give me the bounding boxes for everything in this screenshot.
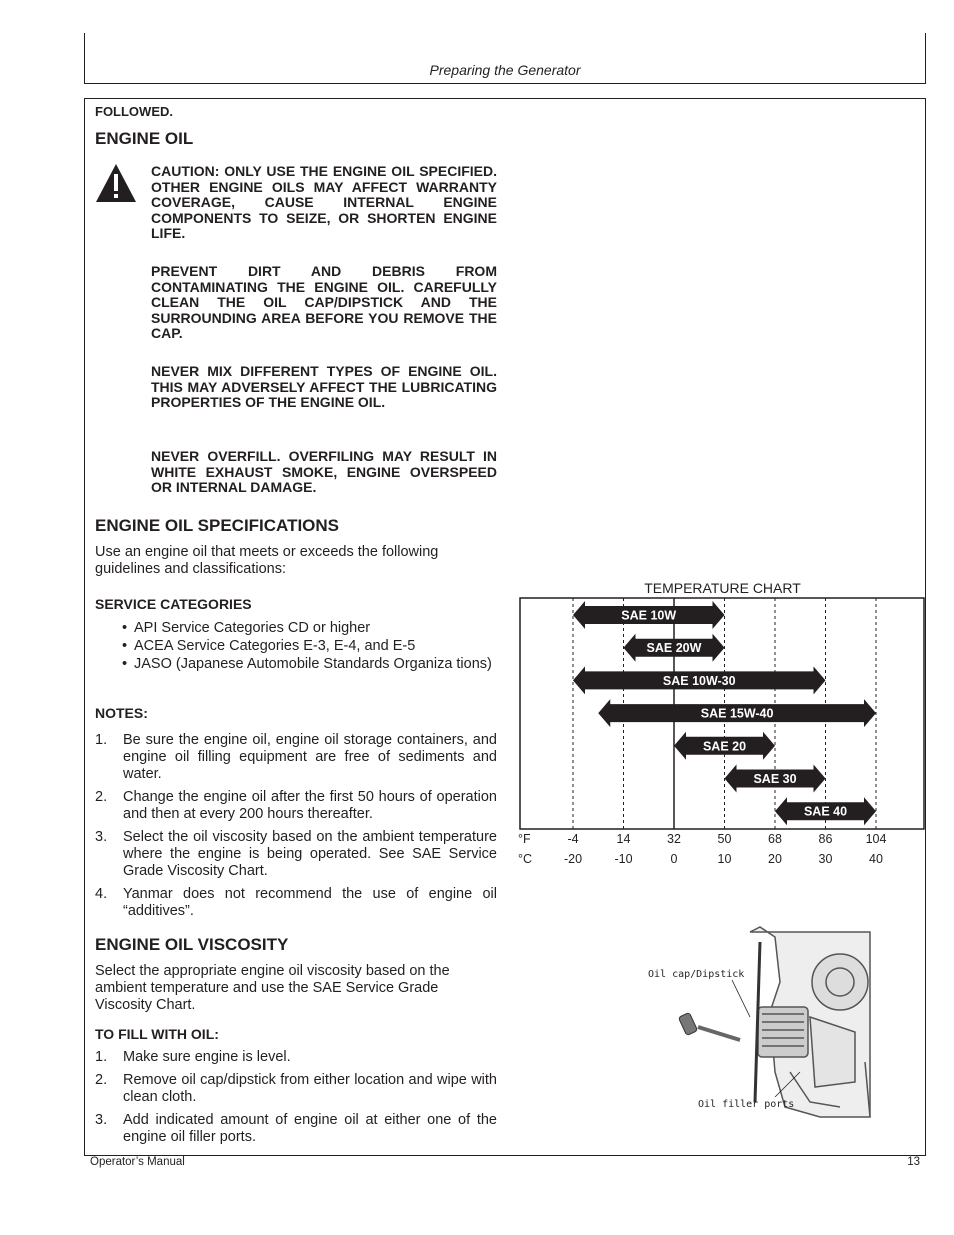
list-item <box>95 1049 497 1066</box>
list-item <box>95 886 497 920</box>
caution-text-1: CAUTION: ONLY USE THE ENGINE OIL SPECIFIED. OTHER ENGINE OILS MAY AFFECT WARRANTY COVERAGE, CAUSE INTERNAL ENGINE COMPONENTS TO SEIZE, OR SHORTEN ENGINE LIFE. <box>151 163 497 242</box>
list-number: 2. <box>95 1072 108 1088</box>
tick-label-f: 68 <box>768 832 782 846</box>
viscosity-bar-label: SAE 30 <box>753 772 797 786</box>
list-number: 1. <box>95 1049 108 1065</box>
engine-illustration <box>640 922 880 1122</box>
list-item: • API Service Categories CD or higher <box>120 620 500 637</box>
tick-label-f: -4 <box>567 832 579 846</box>
tick-label-c: 0 <box>670 852 678 866</box>
list-number: 2. <box>95 789 108 805</box>
viscosity-bar-label: SAE 10W-30 <box>662 673 736 688</box>
list-number: 3. <box>95 829 108 845</box>
unit-label-f: °F <box>518 832 531 846</box>
viscosity-bar-label: SAE 10W <box>621 608 677 623</box>
list-item: • ACEA Service Categories E-3, E-4, and E-5 <box>120 638 500 655</box>
engine-oil-heading: ENGINE OIL <box>95 129 194 148</box>
list-number: 3. <box>95 1112 108 1128</box>
service-categories-heading: SERVICE CATEGORIES <box>95 596 252 612</box>
viscosity-bar-label: SAE 20 <box>702 739 747 754</box>
specs-intro: Use an engine oil that meets or exceeds the following guidelines and classifications: <box>95 544 439 577</box>
tick-label-c: -20 <box>563 852 583 866</box>
list-text: Remove oil cap/dipstick from either location and wipe with clean cloth. <box>123 1072 497 1105</box>
footer-page-number: 13 <box>907 1156 920 1168</box>
list-item <box>95 1072 497 1106</box>
specs-heading: ENGINE OIL SPECIFICATIONS <box>95 516 340 535</box>
followed-text: FOLLOWED. <box>95 104 173 119</box>
list-item: • JASO (Japanese Automobile Standards Organiza tions) <box>120 656 500 673</box>
caution-text-2: PREVENT DIRT AND DEBRIS FROM CONTAMINATING THE ENGINE OIL. CAREFULLY CLEAN THE OIL CAP/DIPSTICK AND THE SURROUNDING AREA BEFORE YOU REMOVE THE CAP. <box>151 263 497 342</box>
caution-text-3: NEVER MIX DIFFERENT TYPES OF ENGINE OIL. THIS MAY ADVERSELY AFFECT THE LUBRICATING PROPERTIES OF THE ENGINE OIL. <box>151 363 497 411</box>
list-item <box>95 1112 497 1146</box>
unit-label-c: °C <box>518 852 533 866</box>
tick-label-f: 104 <box>865 832 887 846</box>
tick-label-c: 20 <box>768 852 782 866</box>
caution-text-4: NEVER OVERFILL. OVERFILING MAY RESULT IN WHITE EXHAUST SMOKE, ENGINE OVERSPEED OR INTERNAL DAMAGE. <box>151 448 497 496</box>
chart-title: TEMPERATURE CHART <box>644 580 801 596</box>
tick-label-f: 14 <box>616 832 631 846</box>
callout-line <box>732 980 750 1017</box>
viscosity-bar-label: SAE 20W <box>646 641 702 656</box>
list-number: 1. <box>95 732 108 748</box>
tick-label-c: 40 <box>869 852 883 866</box>
tick-label-f: 86 <box>818 832 833 846</box>
list-text: Change the engine oil after the first 50 hours of operation and then at every 200 hours thereafter. <box>123 789 497 822</box>
list-text: Be sure the engine oil, engine oil storage containers, and engine oil filling equipment are free of sediments and water. <box>123 732 497 782</box>
viscosity-intro: Select the appropriate engine oil viscosity based on the ambient temperature and use the SAE Service Grade Viscosity Chart. <box>95 963 450 1013</box>
tick-label-f: 50 <box>717 832 732 846</box>
tick-label-c: -10 <box>614 852 633 866</box>
tick-label-c: 30 <box>818 852 833 866</box>
filler-ports-label: Oil filler ports <box>698 1099 795 1110</box>
viscosity-heading: ENGINE OIL VISCOSITY <box>95 935 289 954</box>
list-text: Make sure engine is level. <box>123 1049 291 1065</box>
list-text: Add indicated amount of engine oil at either one of the engine oil filler ports. <box>123 1112 497 1145</box>
tick-label-c: 10 <box>717 852 732 866</box>
fill-steps-list <box>95 1049 497 1152</box>
page-header-title: Preparing the Generator <box>429 62 581 78</box>
list-text: Yanmar does not recommend the use of engine oil “additives”. <box>123 886 497 919</box>
viscosity-bar-label: SAE 40 <box>803 804 848 819</box>
footer-manual-title: Operator’s Manual <box>90 1156 185 1168</box>
list-text: Select the oil viscosity based on the ambient temperature where the engine is being operated. See SAE Service Grade Viscosity Chart. <box>123 829 497 879</box>
viscosity-bar-label: SAE 15W-40 <box>700 706 774 721</box>
fill-oil-heading: TO FILL WITH OIL: <box>95 1026 219 1042</box>
notes-heading: NOTES: <box>95 705 148 721</box>
list-number: 4. <box>95 886 108 902</box>
tick-label-f: 32 <box>667 832 681 846</box>
dipstick-label: Oil cap/Dipstick <box>648 969 745 980</box>
